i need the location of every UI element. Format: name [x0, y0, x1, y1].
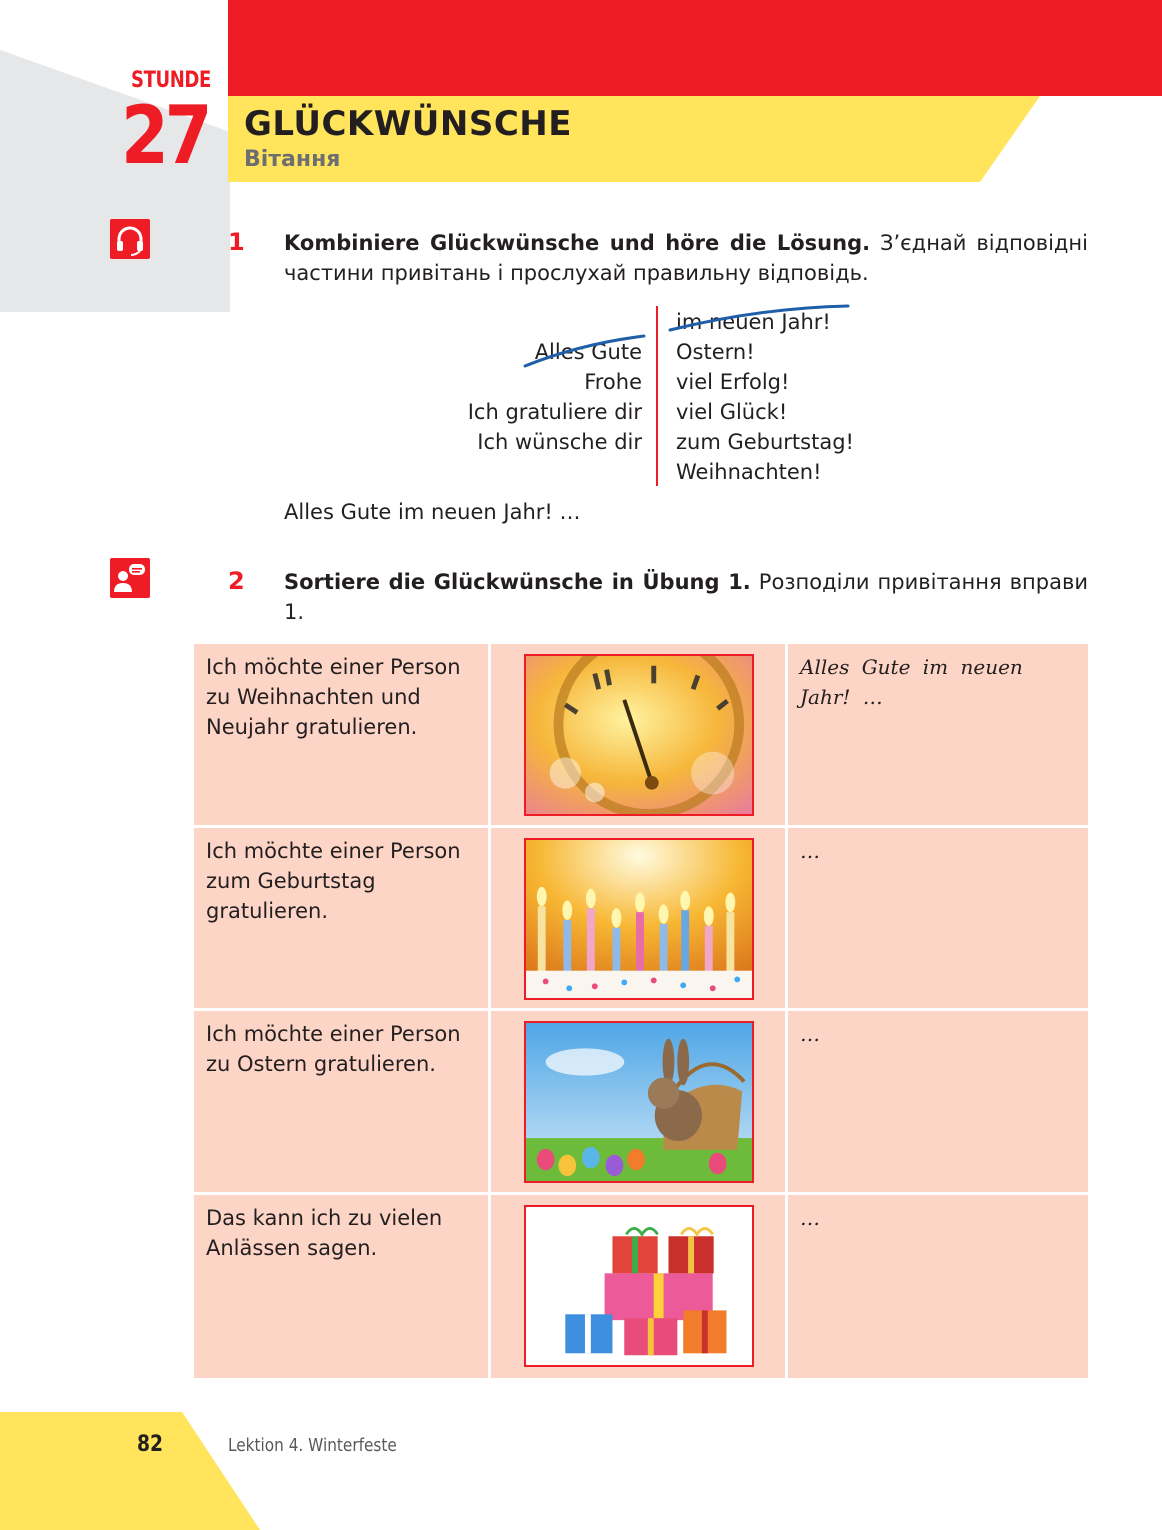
answer-cell: … — [788, 1011, 1088, 1195]
footer-lesson-title: Lektion 4. Winterfeste — [228, 1435, 397, 1456]
situation-cell: Ich möchte einer Person zu Ostern gratulieren. — [194, 1011, 491, 1195]
image-cell — [491, 1195, 788, 1379]
exercise-instruction — [284, 228, 1088, 288]
footer-yellow-decoration — [0, 1412, 260, 1530]
table-row — [194, 1011, 1088, 1195]
connecting-stroke — [520, 300, 860, 380]
list-item: Frohe — [584, 370, 642, 394]
list-item: viel Glück! — [676, 400, 788, 424]
clock-photo — [524, 654, 754, 816]
page-number: 82 — [137, 1432, 164, 1457]
list-item: viel Erfolg! — [676, 370, 790, 394]
list-item: zum Geburtstag! — [676, 430, 854, 454]
situation-cell: Ich möchte einer Person zu Weihnachten und Neujahr gratulieren. — [194, 644, 491, 828]
stunde-label: STUNDE — [131, 68, 211, 93]
example-answer: Alles Gute im neuen Jahr! … — [284, 500, 581, 524]
list-item: im neuen Jahr! — [676, 310, 831, 334]
list-item: Weihnachten! — [676, 460, 822, 484]
image-cell — [491, 828, 788, 1012]
headphones-icon[interactable] — [110, 219, 150, 259]
easter-bunny-photo — [524, 1021, 754, 1183]
instruction-translation: Розподіли привітання вправи 1. — [284, 570, 1088, 624]
instruction-bold: Kombiniere Glückwünsche und höre die Lösung. — [284, 231, 871, 255]
situation-cell: Ich möchte einer Person zum Geburtstag gratulieren. — [194, 828, 491, 1012]
list-item: Ich wünsche dir — [477, 430, 642, 454]
answer-cell: … — [788, 828, 1088, 1012]
exercise-instruction — [284, 567, 1088, 627]
answer-cell: … — [788, 1195, 1088, 1379]
image-cell — [491, 644, 788, 828]
red-header-band — [228, 0, 1162, 96]
image-cell — [491, 1011, 788, 1195]
list-item: Alles Gute — [534, 340, 642, 364]
dialog-icon — [110, 558, 150, 598]
gifts-photo — [524, 1205, 754, 1367]
table-row — [194, 644, 1088, 828]
instruction-translation: З’єднай відповідні частини привітань і прослухай правильну відповідь. — [284, 231, 1088, 285]
lesson-number: 27 — [121, 89, 209, 182]
list-item: Ich gratuliere dir — [467, 400, 642, 424]
exercise-number: 2 — [228, 567, 245, 595]
table-row — [194, 828, 1088, 1012]
sorting-table — [194, 644, 1088, 1378]
answer-cell: Alles Gute im neuen Jahr! … — [788, 644, 1088, 828]
instruction-bold: Sortiere die Glückwünsche in Übung 1. — [284, 570, 751, 594]
page-subtitle: Вітання — [244, 147, 341, 172]
page-title: GLÜCKWÜNSCHE — [244, 104, 572, 144]
table-row — [194, 1195, 1088, 1379]
candles-photo — [524, 838, 754, 1000]
exercise-number: 1 — [228, 228, 245, 256]
list-item: Ostern! — [676, 340, 755, 364]
situation-cell: Das kann ich zu vielen Anlässen sagen. — [194, 1195, 491, 1379]
